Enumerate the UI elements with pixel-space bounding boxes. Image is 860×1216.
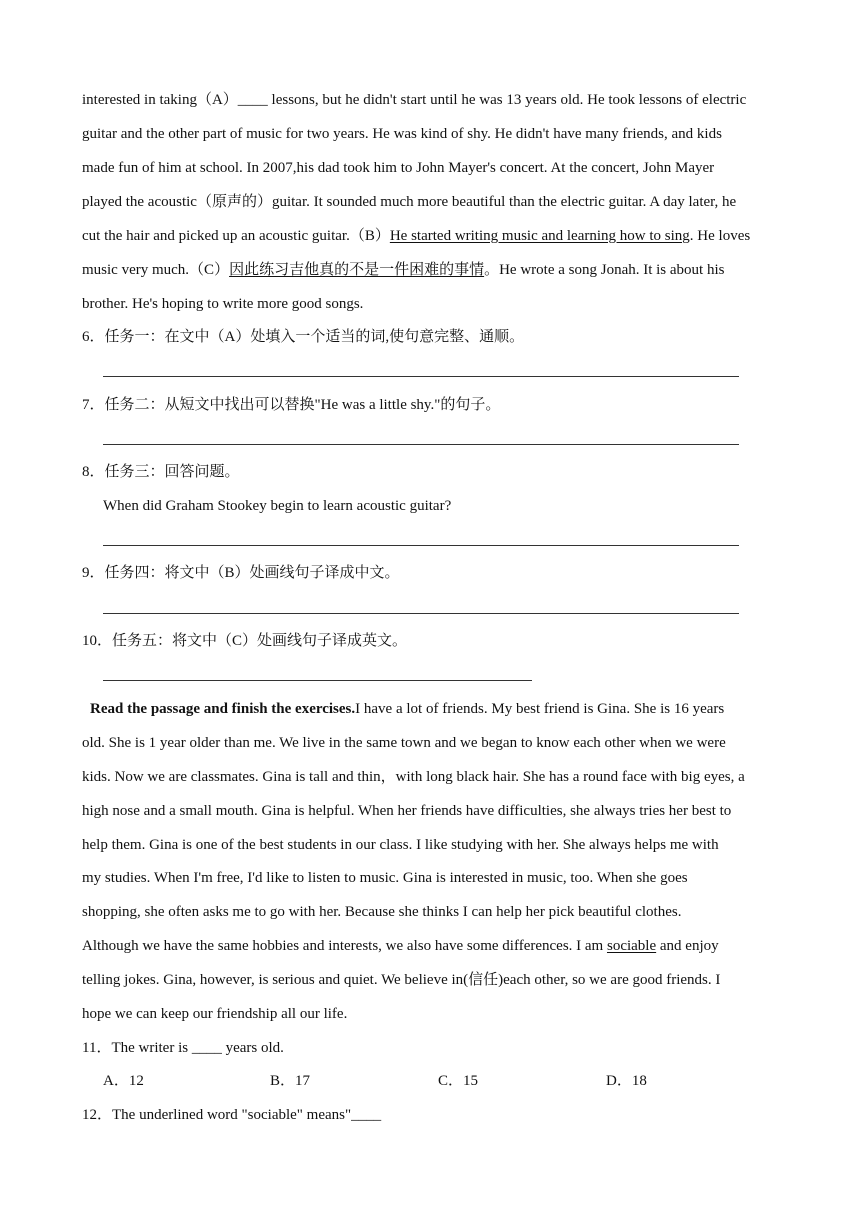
passage1-line-5-start: cut the hair and picked up an acoustic guitar.（B） — [82, 228, 390, 244]
passage1-line-7: brother. He's hoping to write more good songs. — [82, 296, 364, 312]
passage2-line-3: kids. Now we are classmates. Gina is tall and thin，with long black hair. She has a round face with big eyes, a — [82, 769, 745, 785]
answer-line-7[interactable] — [103, 444, 739, 445]
passage1-line-5 — [82, 226, 750, 246]
task-6: 6．任务一：在文中（A）处填入一个适当的词,使句意完整、通顺。 — [82, 329, 525, 345]
answer-line-6[interactable] — [103, 376, 739, 377]
passage2-line-6: my studies. When I'm free, I'd like to listen to music. Gina is interested in music, too. When she goes — [82, 870, 688, 886]
passage2-line-10: hope we can keep our friendship all our life. — [82, 1006, 348, 1022]
passage2-line-5: help them. Gina is one of the best students in our class. I like studying with her. She always helps me with — [82, 837, 719, 853]
passage1-line-6 — [82, 260, 724, 280]
underlined-sentence-c: 因此练习吉他真的不是一件困难的事情 — [229, 262, 485, 278]
passage2-line-4: high nose and a small mouth. Gina is helpful. When her friends have difficulties, she always tries her best to — [82, 803, 732, 819]
passage2-line-8 — [82, 936, 719, 956]
passage1-line-6-start: music very much.（C） — [82, 262, 230, 278]
passage2-line-2: old. She is 1 year older than me. We live in the same town and we began to know each other when we were — [82, 735, 726, 751]
question-11: 11．The writer is ____ years old. — [82, 1040, 284, 1056]
passage2-line-9: telling jokes. Gina, however, is serious and quiet. We believe in(信任)each other, so we are good friends. I — [82, 972, 721, 988]
answer-line-9[interactable] — [103, 613, 739, 614]
answer-line-10[interactable] — [103, 680, 532, 681]
answer-line-8[interactable] — [103, 545, 739, 546]
passage1-line-6-end: 。He wrote a song Jonah. It is about his — [484, 262, 725, 278]
q11-option-d[interactable]: D．18 — [606, 1073, 647, 1089]
passage1-line-3: made fun of him at school. In 2007,his dad took him to John Mayer's concert. At the concert, John Mayer — [82, 160, 715, 176]
passage1-line-2: guitar and the other part of music for two years. He was kind of shy. He didn't have many friends, and kids — [82, 126, 722, 142]
task-8: 8．任务三：回答问题。 — [82, 464, 240, 480]
q11-option-b[interactable]: B．17 — [270, 1073, 311, 1089]
task-10: 10．任务五：将文中（C）处画线句子译成英文。 — [82, 633, 408, 649]
q11-option-a[interactable]: A．12 — [103, 1073, 144, 1089]
underlined-word-sociable: sociable — [606, 938, 657, 954]
task-9: 9．任务四：将文中（B）处画线句子译成中文。 — [82, 565, 400, 581]
passage2-line-7: shopping, she often asks me to go with her. Because she thinks I can help her pick beautiful clothes. — [82, 904, 682, 920]
passage2-line-1 — [90, 699, 724, 719]
passage2-line-8-start: Although we have the same hobbies and interests, we also have some differences. I am — [82, 938, 607, 954]
q11-option-c[interactable]: C．15 — [438, 1073, 479, 1089]
underlined-sentence-b: He started writing music and learning how to sing — [389, 228, 690, 244]
question-12: 12．The underlined word "sociable" means"____ — [82, 1107, 382, 1123]
passage2-line-8-end: and enjoy — [656, 938, 719, 954]
passage2-heading: Read the passage and finish the exercises. — [90, 701, 356, 717]
passage1-line-4: played the acoustic（原声的）guitar. It sounded much more beautiful than the electric guitar. A day later, he — [82, 194, 737, 210]
passage2-line-1-text: I have a lot of friends. My best friend is Gina. She is 16 years — [355, 701, 725, 717]
passage1-line-5-end: . He loves — [689, 228, 751, 244]
task-7: 7．任务二：从短文中找出可以替换"He was a little shy."的句子。 — [82, 397, 501, 413]
task-8-question: When did Graham Stookey begin to learn acoustic guitar? — [103, 498, 452, 514]
passage1-line-1: interested in taking（A）____ lessons, but he didn't start until he was 13 years old. He took lessons of electric — [82, 92, 747, 108]
